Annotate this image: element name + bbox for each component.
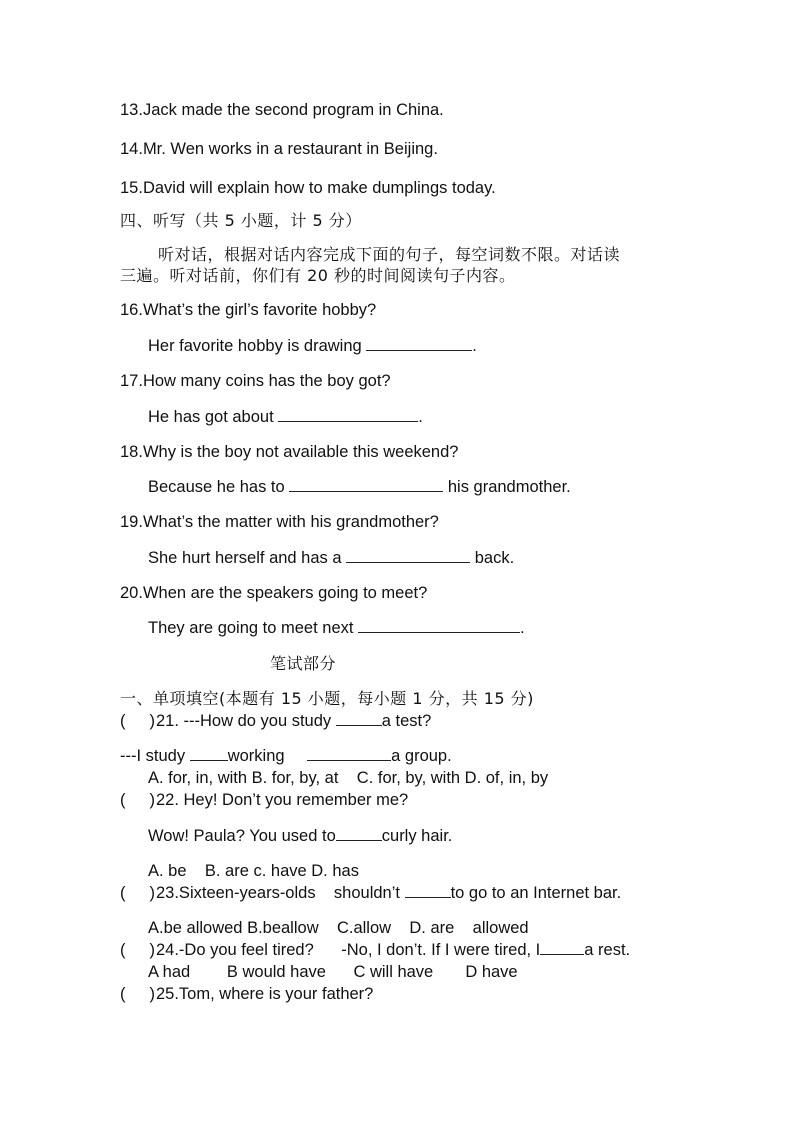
question-21-line2 <box>120 746 452 766</box>
question-number: 17. <box>120 372 143 390</box>
answer-blank[interactable] <box>307 746 391 761</box>
answer-blank[interactable] <box>336 826 382 841</box>
question-text: 22. Hey! Don’t you remember me? <box>156 791 409 809</box>
answer-suffix: his grandmother. <box>443 478 571 496</box>
answer-suffix: . <box>472 337 477 355</box>
question-text: 23.Sixteen-years-olds shouldn’t <box>156 884 405 902</box>
answer-prefix: She hurt herself and has a <box>148 549 347 567</box>
question-text-end: to go to an Internet bar. <box>450 884 622 902</box>
section-4-instruction-line2: 三遍。听对话前，你们有 20 秒的时间阅读句子内容。 <box>120 266 516 285</box>
answer-20 <box>148 618 525 638</box>
answer-prefix: They are going to meet next <box>148 619 359 637</box>
question-text: David will explain how to make dumplings today. <box>142 179 496 197</box>
question-13 <box>120 100 444 120</box>
answer-blank[interactable] <box>336 711 382 726</box>
question-16 <box>120 300 376 320</box>
question-15 <box>120 178 496 198</box>
question-text: What’s the girl’s favorite hobby? <box>142 301 377 319</box>
question-23 <box>120 883 621 903</box>
question-text: Mr. Wen works in a restaurant in Beijing. <box>142 140 438 158</box>
section-4-instruction-line1: 听对话，根据对话内容完成下面的句子，每空词数不限。对话读 <box>158 245 621 264</box>
answer-blank[interactable] <box>346 548 470 563</box>
answer-18 <box>148 477 571 497</box>
question-text: Wow! Paula? You used to <box>148 827 336 845</box>
answer-16 <box>148 336 477 356</box>
answer-19 <box>148 548 514 568</box>
answer-17 <box>148 407 423 427</box>
question-22 <box>120 790 408 810</box>
answer-paren[interactable]: ( ) <box>120 941 155 959</box>
question-number: 19. <box>120 513 143 531</box>
answer-paren[interactable]: ( ) <box>120 884 155 902</box>
question-24-options: A had B would have C will have D have <box>148 963 518 981</box>
answer-blank[interactable] <box>540 940 584 955</box>
answer-blank[interactable] <box>190 746 228 761</box>
question-18 <box>120 442 458 462</box>
answer-suffix: . <box>418 408 423 426</box>
question-22-line2 <box>148 826 452 846</box>
question-14 <box>120 139 438 159</box>
question-17 <box>120 371 391 391</box>
question-number: 18. <box>120 443 143 461</box>
question-20 <box>120 583 427 603</box>
answer-blank[interactable] <box>278 407 418 422</box>
question-number: 14. <box>120 140 143 158</box>
question-number: 13. <box>120 101 143 119</box>
question-number: 20. <box>120 584 143 602</box>
question-19 <box>120 512 439 532</box>
question-text: Why is the boy not available this weekend? <box>142 443 459 461</box>
question-text: What’s the matter with his grandmother? <box>142 513 439 531</box>
question-text-end: curly hair. <box>381 827 453 845</box>
section-1-heading: 一、单项填空(本题有 15 小题，每小题 1 分，共 15 分) <box>120 689 534 708</box>
question-text: How many coins has the boy got? <box>142 372 391 390</box>
question-text: Jack made the second program in China. <box>142 101 444 119</box>
question-21-options: A. for, in, with B. for, by, at C. for, by, with D. of, in, by <box>148 769 549 787</box>
question-text: When are the speakers going to meet? <box>142 584 428 602</box>
question-24 <box>120 940 630 960</box>
answer-blank[interactable] <box>405 883 451 898</box>
answer-prefix: He has got about <box>148 408 279 426</box>
question-text: working <box>227 747 290 765</box>
answer-suffix: back. <box>470 549 515 567</box>
question-text: 24.-Do you feel tired? -No, I don’t. If I were tired, I <box>156 941 541 959</box>
question-text-end: a rest. <box>584 941 631 959</box>
answer-suffix: . <box>520 619 525 637</box>
answer-prefix: Her favorite hobby is drawing <box>148 337 367 355</box>
question-23-options: A.be allowed B.beallow C.allow D. are allowed <box>148 919 529 937</box>
question-text-end: a test? <box>381 712 432 730</box>
question-text: 25.Tom, where is your father? <box>156 985 374 1003</box>
answer-paren[interactable]: ( ) <box>120 985 155 1003</box>
answer-paren[interactable]: ( ) <box>120 712 155 730</box>
answer-blank[interactable] <box>358 618 520 633</box>
answer-paren[interactable]: ( ) <box>120 791 155 809</box>
question-21 <box>120 711 431 731</box>
question-number: 15. <box>120 179 143 197</box>
answer-blank[interactable] <box>289 477 443 492</box>
section-4-heading: 四、听写（共 5 小题，计 5 分） <box>120 211 362 230</box>
question-25 <box>120 984 373 1004</box>
question-22-options: A. be B. are c. have D. has <box>148 862 359 880</box>
question-text: ---I study <box>120 747 190 765</box>
question-text-end: a group. <box>391 747 452 765</box>
question-number: 16. <box>120 301 143 319</box>
written-part-title: 笔试部分 <box>270 654 337 673</box>
answer-blank[interactable] <box>366 336 472 351</box>
question-text: 21. ---How do you study <box>156 712 336 730</box>
answer-prefix: Because he has to <box>148 478 290 496</box>
